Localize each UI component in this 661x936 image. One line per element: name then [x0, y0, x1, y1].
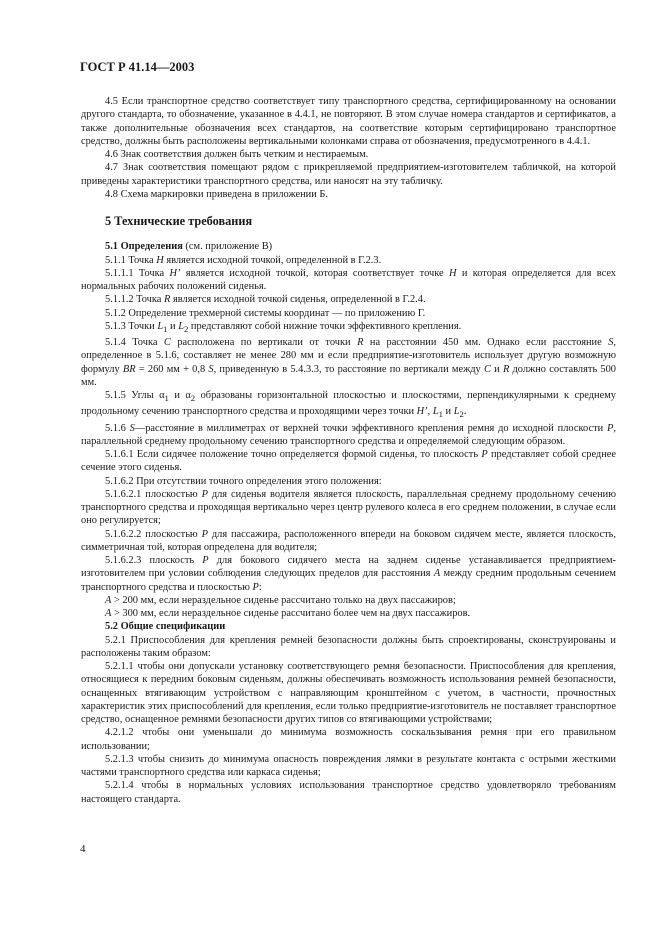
- paragraph-5-1-label: 5.1 Определения: [105, 241, 183, 253]
- paragraph-5-1-1-2: 5.1.1.2 Точка R является исходной точкой сиденья, определенной в Г.2.4.: [105, 294, 426, 306]
- paragraph-4-5: 4.5 Если транспортное средство соответствует типу транспортного средства, сертифицированному на основании другого стандарта, то обозначение, указанное в 4.4.1, не повторяют. В этом случае номера стандартов и сертификатов, а также дополнительные обозначения всех стандартов, на соответствие которым сертифицировано транспортное средство, должны быть расположены вертикальными колонками справа от обозначения, предусмотренного в 4.4.1.: [81, 96, 616, 147]
- paragraph-4-7: 4.7 Знак соответствия помещают рядом с прикрепляемой предприятием-изготовителем табличкой, на которой приведены характеристики транспортного средства, или наносят на эту табличку.: [81, 162, 616, 187]
- section-5-heading: 5 Технические требования: [105, 214, 253, 228]
- paragraph-5-1-6-2-2: 5.1.6.2.2 плоскостью P для пассажира, расположенного впереди на боковом сидячем месте, является плоскость, симметричная той, которая определена для водителя;: [81, 528, 616, 553]
- paragraph-5-1: 5.1 Определения (см. приложение В): [105, 241, 273, 253]
- paragraph-5-2-heading: 5.2 Общие спецификации: [105, 621, 226, 633]
- paragraph-5-1-4: 5.1.4 Точка C расположена по вертикали от точки R на расстоянии 450 мм. Однако если расстояние S, определенное в 5.1.6, составляет не менее 280 мм и если предприятие-изготовитель использует другую возможную формулу BR = 260 мм + 0,8 S, приведенную в 5.4.3.3, то расстояние по вертикали между C и R должно составлять 500 мм.: [81, 337, 616, 388]
- paragraph-5-2-1-2: 4.2.1.2 чтобы они уменьшали до минимума возможность соскальзывания ремня при его правильном использовании;: [81, 727, 616, 752]
- condition-a-200: A > 200 мм, если нераздельное сиденье рассчитано только на двух пассажиров;: [105, 594, 456, 606]
- document-body: [81, 95, 616, 806]
- paragraph-5-1-1: 5.1.1 Точка H является исходной точкой, определенной в Г.2.3.: [105, 254, 382, 266]
- paragraph-5-1-3: 5.1.3 Точки $L_1$ и $L_2$ представляют собой нижние точки эффективного крепления.: [105, 320, 462, 334]
- paragraph-5-1-6-2: 5.1.6.2 При отсутствии точного определения этого положения:: [105, 475, 382, 487]
- paragraph-5-1-2: 5.1.2 Определение трехмерной системы координат — по приложению Г.: [105, 307, 426, 319]
- paragraph-5-1-6-1: 5.1.6.1 Если сидячее положение точно определяется формой сиденья, то плоскость P представляет собой среднее сечение этого сиденья.: [81, 449, 616, 474]
- paragraph-5-1-1-1: 5.1.1.1 Точка H’ является исходной точкой, которая соответствует точке H и которая определяется для всех нормальных рабочих положений сиденья.: [81, 267, 616, 292]
- paragraph-5-1-6-2-1: 5.1.6.2.1 плоскостью P для сиденья водителя является плоскость, параллельная среднему продольному сечению транспортного средства и проходящая вертикально через центр рулевого колеса в его среднем положении, в случае если оно регулируется;: [81, 488, 616, 527]
- paragraph-4-8: 4.8 Схема маркировки приведена в приложении Б.: [105, 188, 328, 200]
- paragraph-4-6: 4.6 Знак соответствия должен быть четким и нестираемым.: [105, 149, 369, 160]
- paragraph-5-2-1-4: 5.2.1.4 чтобы в нормальных условиях использования транспортное средство удовлетворяло требованиям настоящего стандарта.: [81, 780, 616, 805]
- document-header: ГОСТ Р 41.14—2003: [80, 60, 195, 74]
- paragraph-5-1-6: 5.1.6 S—расстояние в миллиметрах от верхней точки эффективного крепления ремня до исходной плоскости P, параллельной среднему продольному сечению транспортного средства и определяемой следующим образом.: [81, 422, 616, 447]
- paragraph-5-1-6-2-3: 5.1.6.2.3 плоскость P для бокового сидячего места на заднем сиденье устанавливается предприятием-изготовителем при условии соблюдения следующих пределов для расстояния A между средним продольным сечением транспортного средства и плоскостью P:: [81, 555, 616, 593]
- condition-a-300: A > 300 мм, если нераздельное сиденье рассчитано более чем на двух пассажиров.: [105, 608, 471, 620]
- page-number: 4: [80, 843, 86, 855]
- paragraph-5-1-5: 5.1.5 Углы $\alpha_1$ и $\alpha_2$ образованы горизонтальной плоскостью и плоскостями, перпендикулярными к среднему продольному сечению транспортного средства и проходящими через точки H’, $L_1$ и $L_2$.: [81, 390, 617, 420]
- paragraph-5-2-1: 5.2.1 Приспособления для крепления ремней безопасности должны быть спроектированы, сконструированы и расположены таким образом:: [81, 634, 616, 659]
- paragraph-5-2-1-1: 5.2.1.1 чтобы они допускали установку соответствующего ремня безопасности. Приспособления для крепления, относящиеся к передним боковым сиденьям, должны обеспечивать возможность использования ремней безопасности, оснащенных втягивающим устройством с направляющим кронштейном с учетом, в частности, прочностных характеристик этих приспособлений для крепления, если только предприятие-изготовитель не поставляет транспортное средство, оснащенное ремнями безопасности других типов со втягивающими устройствами;: [81, 661, 616, 726]
- paragraph-5-2-1-3: 5.2.1.3 чтобы снизить до минимума опасность повреждения лямки в результате контакта с острыми жесткими частями транспортного средства или каркаса сиденья;: [81, 753, 616, 779]
